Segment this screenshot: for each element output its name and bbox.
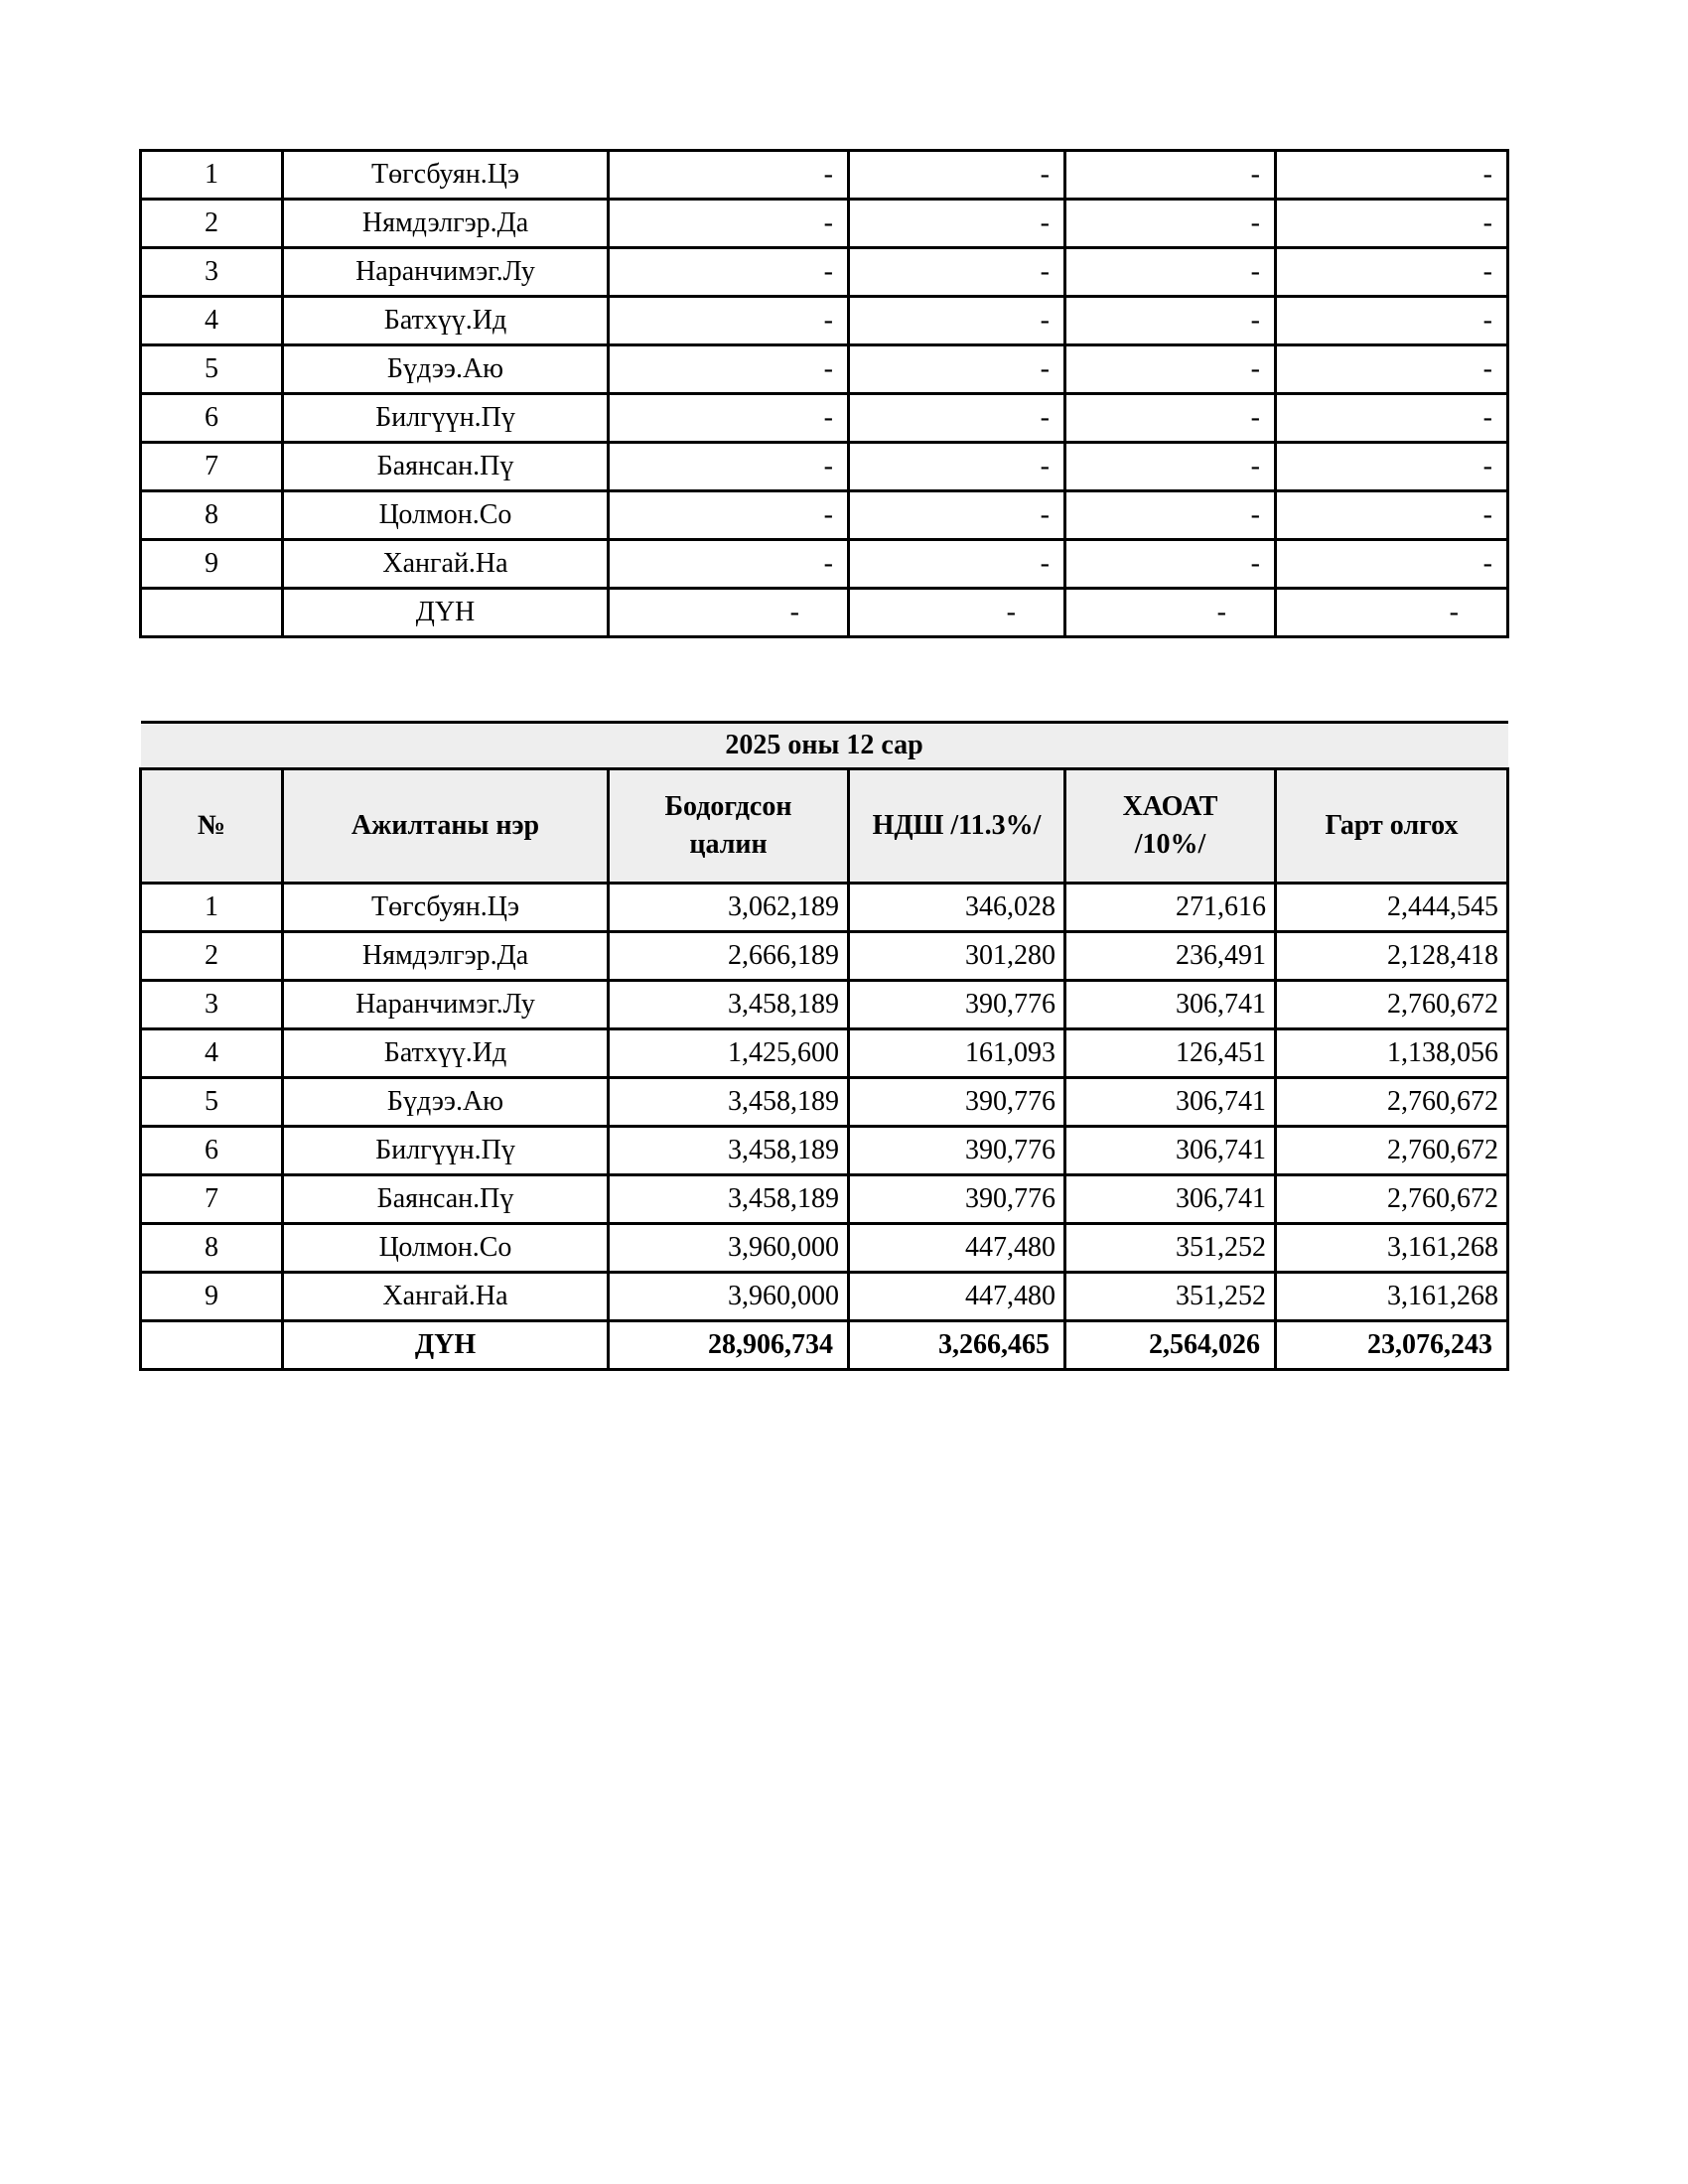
december-salary-table <box>139 721 1509 1371</box>
net-pay: 2,760,672 <box>1276 1078 1508 1127</box>
row-number: 1 <box>141 884 283 932</box>
gross-salary: - <box>609 200 849 248</box>
employee-name: Бүдээ.Аю <box>283 345 609 394</box>
employee-name: Билгүүн.Пү <box>283 394 609 443</box>
row-number: 5 <box>141 345 283 394</box>
table-row <box>141 248 1508 297</box>
social-insurance: 390,776 <box>849 981 1065 1029</box>
net-pay: 3,161,268 <box>1276 1224 1508 1273</box>
table-row <box>141 1175 1508 1224</box>
social-insurance: 390,776 <box>849 1127 1065 1175</box>
social-insurance: 161,093 <box>849 1029 1065 1078</box>
row-number: 9 <box>141 1273 283 1321</box>
previous-period-salary-table <box>139 149 1509 638</box>
net-pay: 2,444,545 <box>1276 884 1508 932</box>
table-row <box>141 200 1508 248</box>
income-tax: - <box>1065 394 1276 443</box>
december-table-head <box>141 723 1508 884</box>
employee-name: Нямдэлгэр.Да <box>283 932 609 981</box>
net-pay: - <box>1276 248 1508 297</box>
gross-salary: - <box>609 151 849 200</box>
gross-salary: - <box>609 248 849 297</box>
social-insurance: - <box>849 200 1065 248</box>
income-tax: 351,252 <box>1065 1273 1276 1321</box>
table-row <box>141 981 1508 1029</box>
income-tax: - <box>1065 248 1276 297</box>
gross-salary: 3,458,189 <box>609 1078 849 1127</box>
header-net-pay: Гарт олгох <box>1276 769 1508 884</box>
gross-salary: 2,666,189 <box>609 932 849 981</box>
total-label: ДҮН <box>283 1321 609 1370</box>
net-pay: 2,760,672 <box>1276 981 1508 1029</box>
social-insurance: 346,028 <box>849 884 1065 932</box>
net-pay: - <box>1276 151 1508 200</box>
income-tax: - <box>1065 491 1276 540</box>
total-gross-salary: 28,906,734 <box>609 1321 849 1370</box>
table-row <box>141 540 1508 589</box>
total-label: ДҮН <box>283 589 609 637</box>
gross-salary: 3,960,000 <box>609 1224 849 1273</box>
total-social-insurance: 3,266,465 <box>849 1321 1065 1370</box>
table-row <box>141 932 1508 981</box>
table-row <box>141 151 1508 200</box>
income-tax: 236,491 <box>1065 932 1276 981</box>
table-row <box>141 345 1508 394</box>
net-pay: - <box>1276 540 1508 589</box>
total-row <box>141 589 1508 637</box>
row-number: 1 <box>141 151 283 200</box>
net-pay: - <box>1276 394 1508 443</box>
net-pay: - <box>1276 297 1508 345</box>
net-pay: - <box>1276 200 1508 248</box>
income-tax: - <box>1065 200 1276 248</box>
row-number: 4 <box>141 1029 283 1078</box>
social-insurance: - <box>849 540 1065 589</box>
row-number: 8 <box>141 1224 283 1273</box>
table-row <box>141 1127 1508 1175</box>
period-title-row <box>141 723 1508 769</box>
header-gross-salary: Бодогдсон цалин <box>609 769 849 884</box>
row-number: 8 <box>141 491 283 540</box>
income-tax: 306,741 <box>1065 1175 1276 1224</box>
table-row <box>141 491 1508 540</box>
net-pay: 2,128,418 <box>1276 932 1508 981</box>
social-insurance: - <box>849 491 1065 540</box>
table-row <box>141 443 1508 491</box>
net-pay: 2,760,672 <box>1276 1175 1508 1224</box>
employee-name: Батхүү.Ид <box>283 297 609 345</box>
total-net-pay: - <box>1276 589 1508 637</box>
income-tax: - <box>1065 151 1276 200</box>
income-tax: 306,741 <box>1065 1078 1276 1127</box>
total-income-tax: - <box>1065 589 1276 637</box>
employee-name: Наранчимэг.Лу <box>283 981 609 1029</box>
total-net-pay: 23,076,243 <box>1276 1321 1508 1370</box>
row-number: 3 <box>141 981 283 1029</box>
total-gross-salary: - <box>609 589 849 637</box>
empty-cell <box>141 589 283 637</box>
income-tax: - <box>1065 540 1276 589</box>
row-number: 7 <box>141 1175 283 1224</box>
income-tax: 351,252 <box>1065 1224 1276 1273</box>
income-tax: 271,616 <box>1065 884 1276 932</box>
employee-name: Бүдээ.Аю <box>283 1078 609 1127</box>
social-insurance: - <box>849 394 1065 443</box>
employee-name: Батхүү.Ид <box>283 1029 609 1078</box>
net-pay: 2,760,672 <box>1276 1127 1508 1175</box>
employee-name: Цолмон.Со <box>283 491 609 540</box>
december-table-body <box>141 884 1508 1370</box>
social-insurance: - <box>849 297 1065 345</box>
total-income-tax: 2,564,026 <box>1065 1321 1276 1370</box>
previous-period-table-body <box>141 151 1508 637</box>
gross-salary: - <box>609 443 849 491</box>
net-pay: 3,161,268 <box>1276 1273 1508 1321</box>
total-row <box>141 1321 1508 1370</box>
social-insurance: - <box>849 151 1065 200</box>
gross-salary: - <box>609 491 849 540</box>
row-number: 6 <box>141 1127 283 1175</box>
gross-salary: 3,960,000 <box>609 1273 849 1321</box>
employee-name: Баянсан.Пү <box>283 1175 609 1224</box>
income-tax: 306,741 <box>1065 1127 1276 1175</box>
social-insurance: 390,776 <box>849 1078 1065 1127</box>
employee-name: Баянсан.Пү <box>283 443 609 491</box>
employee-name: Төгсбуян.Цэ <box>283 151 609 200</box>
gross-salary: 3,458,189 <box>609 1127 849 1175</box>
income-tax: 306,741 <box>1065 981 1276 1029</box>
gross-salary: - <box>609 345 849 394</box>
gross-salary: - <box>609 297 849 345</box>
table-row <box>141 394 1508 443</box>
header-income-tax: ХАОАТ /10%/ <box>1065 769 1276 884</box>
social-insurance: 447,480 <box>849 1224 1065 1273</box>
social-insurance: 447,480 <box>849 1273 1065 1321</box>
employee-name: Хангай.На <box>283 540 609 589</box>
net-pay: - <box>1276 345 1508 394</box>
social-insurance: 390,776 <box>849 1175 1065 1224</box>
row-number: 2 <box>141 932 283 981</box>
period-title: 2025 оны 12 сар <box>141 723 1508 769</box>
empty-cell <box>141 1321 283 1370</box>
gross-salary: - <box>609 394 849 443</box>
row-number: 7 <box>141 443 283 491</box>
table-row <box>141 1029 1508 1078</box>
gross-salary: - <box>609 540 849 589</box>
gross-salary: 1,425,600 <box>609 1029 849 1078</box>
employee-name: Цолмон.Со <box>283 1224 609 1273</box>
row-number: 4 <box>141 297 283 345</box>
row-number: 3 <box>141 248 283 297</box>
employee-name: Нямдэлгэр.Да <box>283 200 609 248</box>
row-number: 2 <box>141 200 283 248</box>
employee-name: Билгүүн.Пү <box>283 1127 609 1175</box>
row-number: 9 <box>141 540 283 589</box>
table-row <box>141 297 1508 345</box>
gross-salary: 3,062,189 <box>609 884 849 932</box>
gross-salary: 3,458,189 <box>609 1175 849 1224</box>
social-insurance: - <box>849 443 1065 491</box>
gross-salary: 3,458,189 <box>609 981 849 1029</box>
net-pay: 1,138,056 <box>1276 1029 1508 1078</box>
social-insurance: - <box>849 345 1065 394</box>
row-number: 5 <box>141 1078 283 1127</box>
net-pay: - <box>1276 443 1508 491</box>
income-tax: - <box>1065 443 1276 491</box>
income-tax: 126,451 <box>1065 1029 1276 1078</box>
header-social-insurance: НДШ /11.3%/ <box>849 769 1065 884</box>
employee-name: Төгсбуян.Цэ <box>283 884 609 932</box>
header-number: № <box>141 769 283 884</box>
table-row <box>141 1273 1508 1321</box>
employee-name: Хангай.На <box>283 1273 609 1321</box>
table-row <box>141 1224 1508 1273</box>
total-social-insurance: - <box>849 589 1065 637</box>
income-tax: - <box>1065 297 1276 345</box>
table-row <box>141 884 1508 932</box>
employee-name: Наранчимэг.Лу <box>283 248 609 297</box>
social-insurance: 301,280 <box>849 932 1065 981</box>
header-employee-name: Ажилтаны нэр <box>283 769 609 884</box>
table-row <box>141 1078 1508 1127</box>
net-pay: - <box>1276 491 1508 540</box>
row-number: 6 <box>141 394 283 443</box>
income-tax: - <box>1065 345 1276 394</box>
social-insurance: - <box>849 248 1065 297</box>
column-header-row <box>141 769 1508 884</box>
